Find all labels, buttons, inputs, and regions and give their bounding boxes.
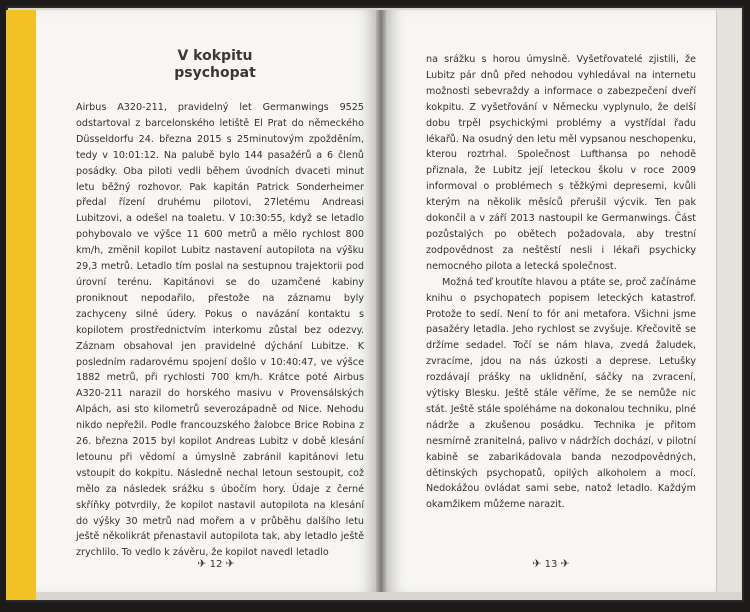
book-gutter [376,10,386,592]
right-paragraph-1: na srážku s horou úmyslně. Vyšetřovatelé zjistili, že Lubitz pár dnů před nehodou vyhledával na internetu možnosti sebevraždy a informace o zabezpečení dveří kokpitu. Z vyšetřování v Německu vyplynulo, že delší dobu trpěl psychickými problémy a vystřídal řadu lékařů. Na osudný den letu měl vypsanou neschopenku, kterou roztrhal. Společnost Lufthansa po nehodě přiznala, že Lubitz její leteckou školu v roce 2009 informoval o problémech s těžkými depresemi, kvůli kterým na několik měsíců přerušil výcvik. Ten pak dokončil a v září 2013 nastoupil ke Germanwings. Část pozůstalých po obětech požadovala, aby trestní zodpovědnost za neštěstí nesli i lékaři psychicky nemocného pilota a letecká společnost. [426,54,696,272]
page-stack-edge [716,10,741,592]
airplane-ornament-icon: ✈ [560,557,570,570]
page-number-value: 12 [209,559,223,570]
book-cover-edge [6,10,36,600]
left-page [36,10,376,592]
chapter-title [76,48,364,82]
chapter-title-line-2: psychopat [174,65,256,81]
airplane-ornament-icon: ✈ [225,557,235,570]
left-paragraph-1: Airbus A320-211, pravidelný let Germanwings 9525 odstartoval z barcelonského letiště El Prat do německého Düsseldorfu 24. března 2015 s 25minutovým zpožděním, tedy v 10:01:12. Na palubě bylo 144 pasažérů a 6 členů posádky. Oba piloti vedli během úvodních dvaceti minut letu běžný rozhovor. Pak kapitán Patrick Sonderheimer předal řízení druhému pilotovi, 27letému Andreasi Lubitzovi, a odešel na toaletu. V 10:30:55, když se letadlo pohybovalo ve výšce 11 600 metrů a mělo rychlost 800 km/h, změnil kopilot Lubitz nastavení autopilota na výšku 29,3 metrů. Letadlo tím poslal na sestupnou trajektorii pod úrovní terénu. Kapitánovi se do uzamčené kabiny proniknout nepodařilo, přestože na záznamu byly zachyceny silné údery. Pokus o navázání kontaktu s kopilotem prostřednictvím interkomu zůstal bez odezvy. Záznam obsahoval jen pravidelné dýchání Lubitze. K posledním radarovému spojení došlo v 10:40:47, ve výšce 1882 metrů, při rychlosti 700 km/h. Krátce poté Airbus A320-211 narazil do horského masivu v Provensálských Alpách, asi sto kilometrů severozápadně od Nice. Nehodu nikdo nepřežil. Podle francouzského žalobce Brice Robina z 26. března 2015 byl kopilot Andreas Lubitz v době klesání letounu při vědomí a úmyslně zabránil kapitánovi letu vstoupit do kokpitu. Následně nechal letoun sestoupit, což mělo za následek srážku s úbočím hory. Údaje z černé skříňky potvrdily, že kopilot nastavil autopilota na klesání do výšky 30 metrů nad mořem a v průběhu dalšího letu ještě několikrát přenastavil autopilota tak, aby letadlo ještě zrychlilo. To vedlo k závěru, že kopilot navedl letadlo [76,102,364,559]
airplane-ornament-icon: ✈ [532,557,542,570]
chapter-title-line-1: V kokpitu [177,48,253,64]
page-number-left [36,557,376,570]
page-number-value: 13 [544,559,558,570]
airplane-ornament-icon: ✈ [197,557,207,570]
right-page [386,10,716,592]
page-number-right [386,557,716,570]
right-paragraph-2: Možná teď kroutíte hlavou a ptáte se, proč začínáme knihu o psychopatech popisem leteckých katastrof. Protože to sedí. Není to fór ani metafora. Všichni jsme pasažéry letadla. Jeho rychlost se zvyšuje. Křečovitě se držíme sedadel. Točí se nám hlava, zvedá žaludek, zvracíme, jdou na nás úzkosti a deprese. Letušky rozdávají prášky na uklidnění, sáčky na zvracení, výtisky Blesku. Ještě stále věříme, že se nemůže nic stát. Ještě stále spoléháme na dokonalou techniku, plné nádrže a zkušenou posádku. Technika je přitom nesmírně zranitelná, palivo v nádržích dochází, v pilotní kabině se zabarikádovala banda nezodpovědných, dětinských psychopatů, opilých alkoholem a mocí. Nedokážou ovládat sami sebe, natož letadlo. Každým okamžikem můžeme narazit. [426,276,696,511]
